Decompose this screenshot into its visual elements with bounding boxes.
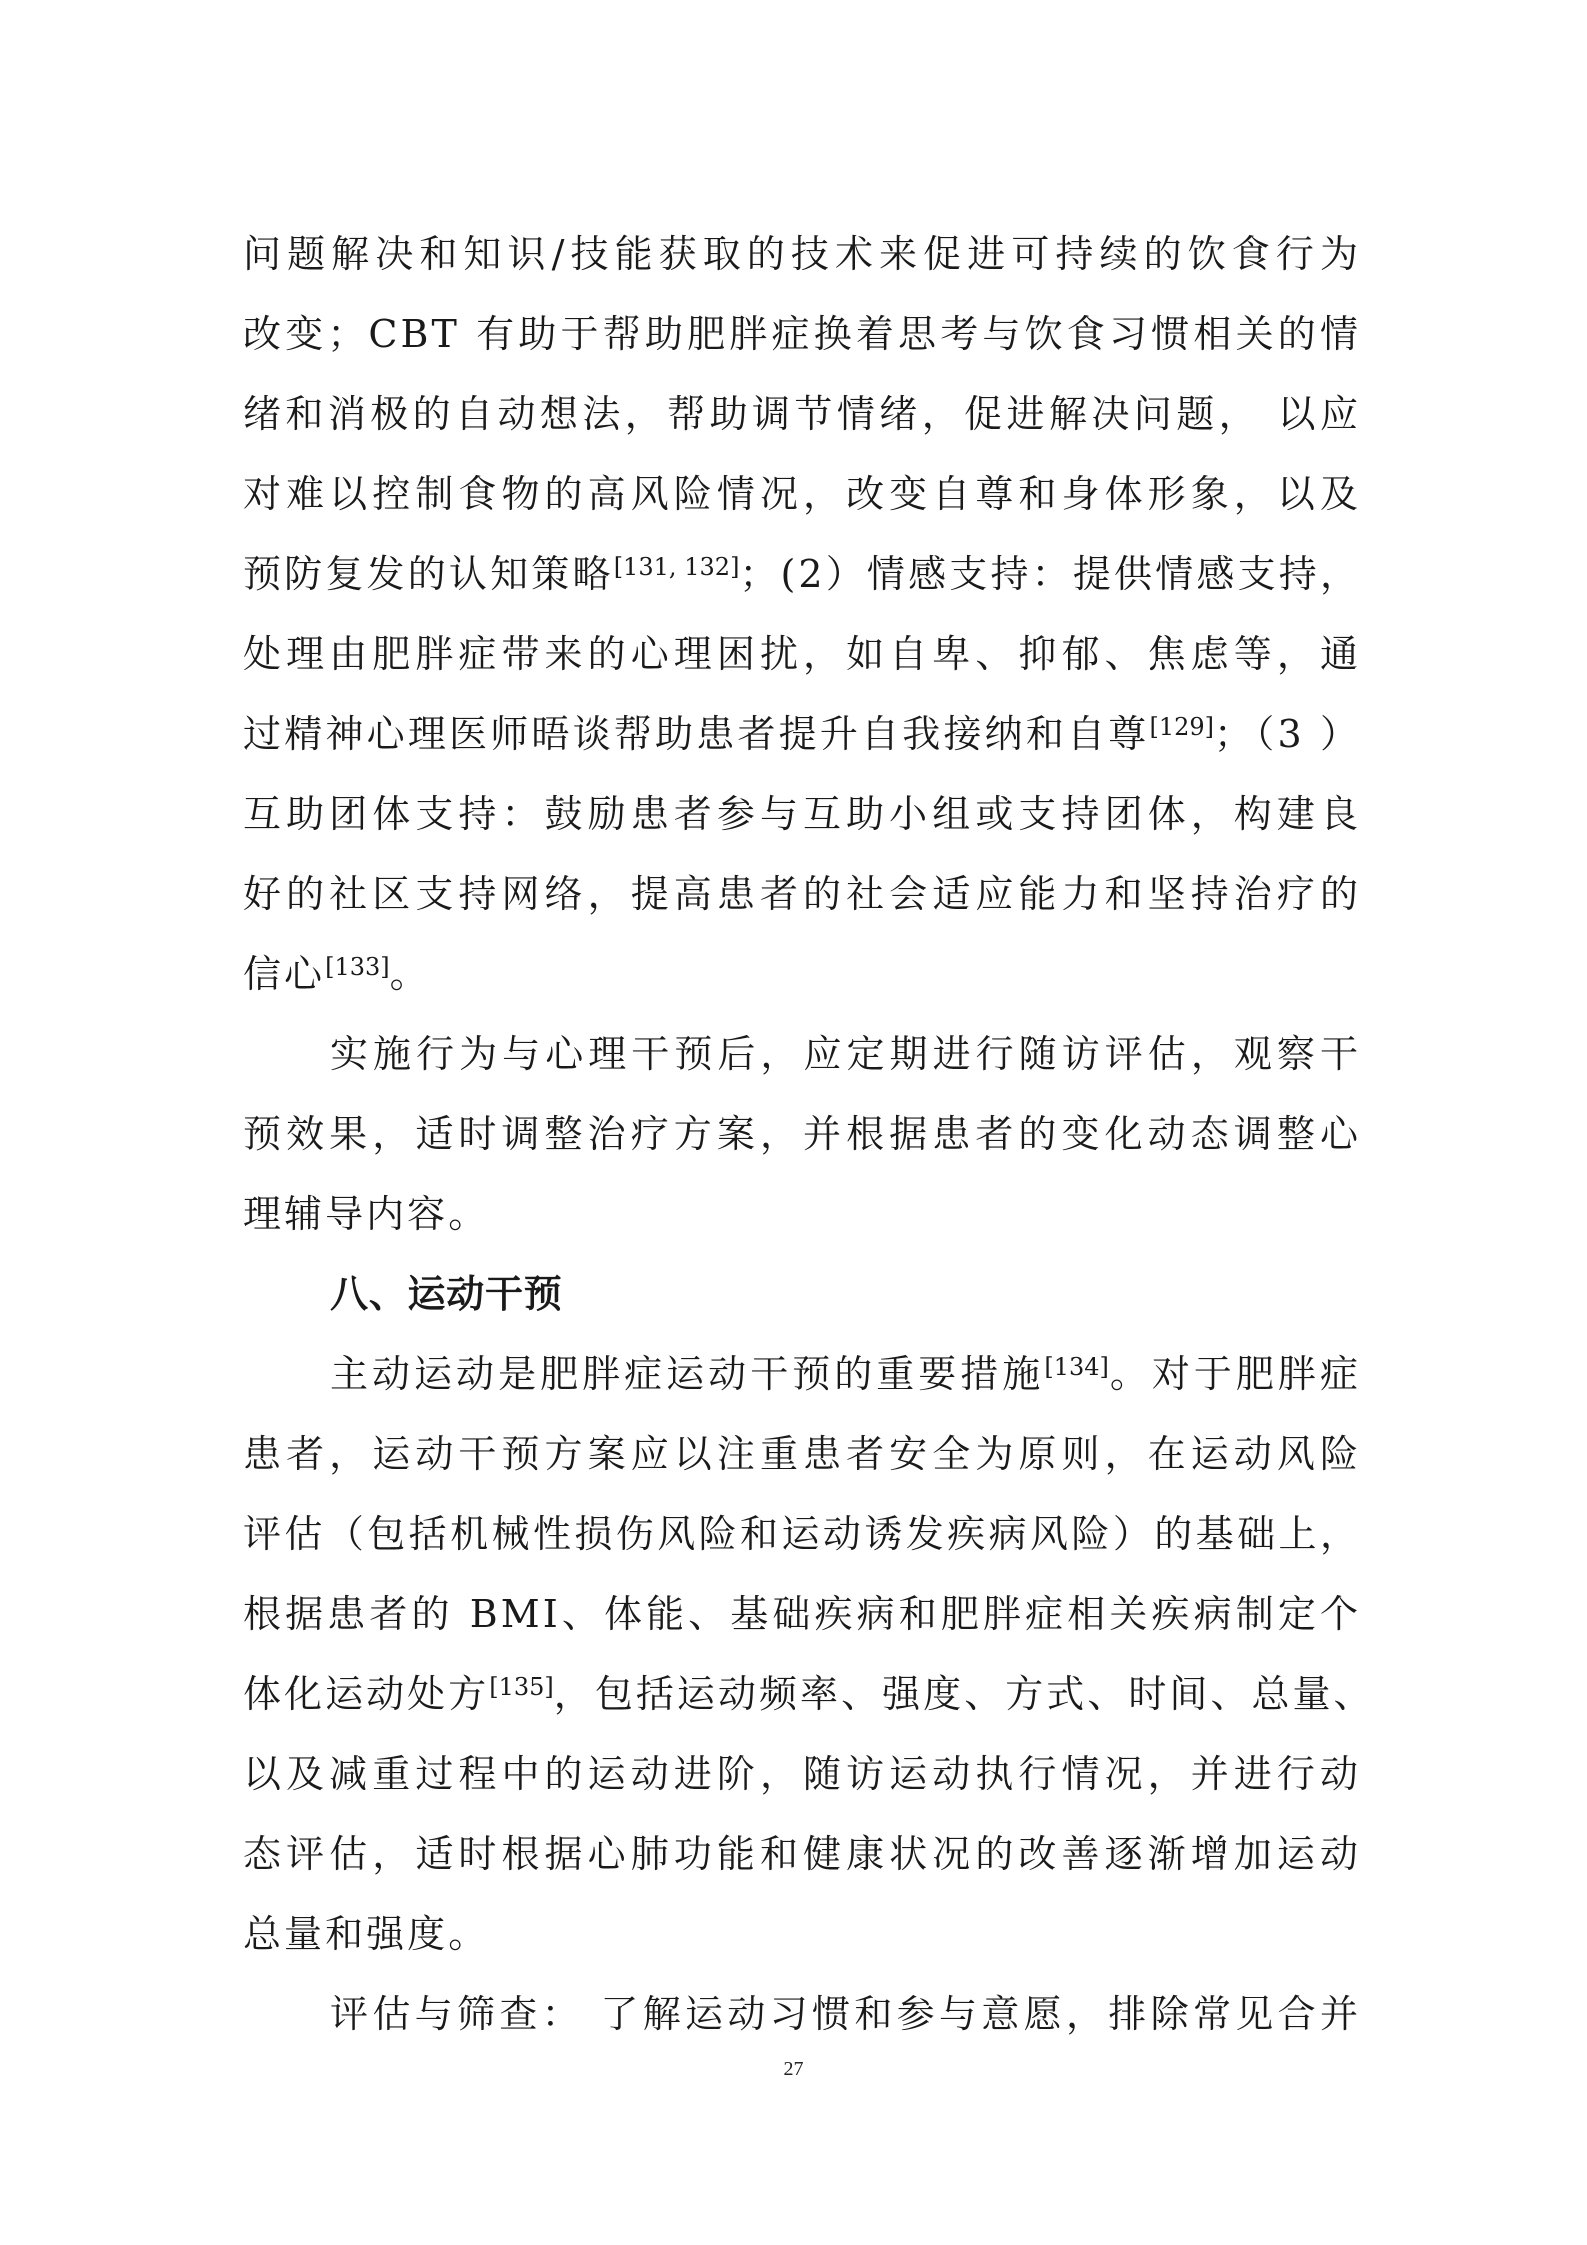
text-line: 总量和强度。 <box>243 1912 490 1956</box>
text-line: 信心[133]。 <box>243 952 431 996</box>
text-line: 预效果，适时调整治疗方案，并根据患者的变化动态调整心 <box>243 1112 1361 1156</box>
citation-ref: [133] <box>325 953 390 981</box>
text-line: 评估（包括机械性损伤风险和运动诱发疾病风险）的基础上， <box>243 1512 1361 1556</box>
text-line: 态评估，适时根据心肺功能和健康状况的改善逐渐增加运动 <box>243 1832 1361 1876</box>
citation-ref: [129] <box>1149 713 1215 741</box>
text-line: 实施行为与心理干预后，应定期进行随访评估，观察干 <box>330 1032 1361 1076</box>
text-line: 主动运动是肥胖症运动干预的重要措施[134]。对于肥胖症 <box>330 1352 1361 1396</box>
text-line: 预防复发的认知策略[131, 132]；(2）情感支持：提供情感支持， <box>243 552 1361 596</box>
text-line: 对难以控制食物的高风险情况，改变自尊和身体形象，以及 <box>243 472 1361 516</box>
page-number: 27 <box>783 2058 804 2080</box>
text-line: 患者，运动干预方案应以注重患者安全为原则，在运动风险 <box>243 1432 1361 1476</box>
text-line: 评估与筛查： 了解运动习惯和参与意愿，排除常见合并 <box>330 1992 1361 2036</box>
document-body <box>243 214 1375 2054</box>
text-line: 以及减重过程中的运动进阶，随访运动执行情况，并进行动 <box>243 1752 1361 1796</box>
text-line: 好的社区支持网络，提高患者的社会适应能力和坚持治疗的 <box>243 872 1361 916</box>
text-line: 处理由肥胖症带来的心理困扰，如自卑、抑郁、焦虑等，通 <box>243 632 1361 676</box>
text-line: 体化运动处方[135]，包括运动频率、强度、方式、时间、总量、 <box>243 1672 1375 1716</box>
text-line: 过精神心理医师晤谈帮助患者提升自我接纳和自尊[129]；（3 ） <box>243 712 1361 756</box>
citation-ref: [134] <box>1044 1353 1109 1381</box>
citation-ref: [131, 132] <box>613 553 740 581</box>
text-line: 根据患者的 BMI、体能、基础疾病和肥胖症相关疾病制定个 <box>243 1592 1361 1636</box>
text-line: 理辅导内容。 <box>243 1192 490 1236</box>
text-line: 互助团体支持：鼓励患者参与互助小组或支持团体，构建良 <box>243 792 1361 836</box>
citation-ref: [135] <box>489 1673 554 1701</box>
text-line: 问题解决和知识/技能获取的技术来促进可持续的饮食行为 <box>243 232 1361 276</box>
section-heading: 八、运动干预 <box>330 1272 563 1316</box>
text-line: 改变；CBT 有助于帮助肥胖症换着思考与饮食习惯相关的情 <box>243 312 1361 356</box>
text-line: 绪和消极的自动想法，帮助调节情绪，促进解决问题， 以应 <box>243 392 1361 436</box>
